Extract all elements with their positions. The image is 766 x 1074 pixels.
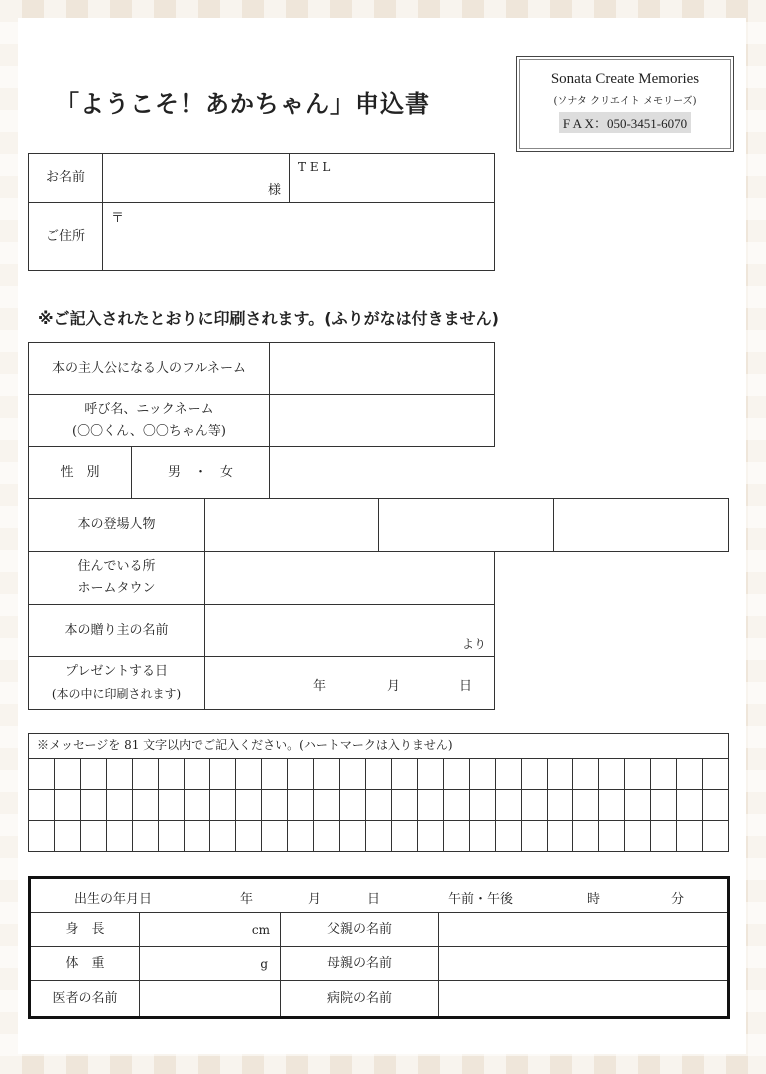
birth-month: 月 bbox=[308, 892, 322, 907]
print-notice: ※ご記入されたとおりに印刷されます。(ふりがなは付きません) bbox=[38, 309, 499, 328]
birth-date-label: 出生の年月日 bbox=[74, 892, 153, 907]
present-date-label-line1: プレゼントする日 bbox=[64, 664, 169, 679]
sama-suffix: 様 bbox=[267, 183, 281, 198]
character-field-1[interactable] bbox=[204, 498, 379, 552]
form-title: 「ようこそ！あかちゃん」申込書 bbox=[55, 90, 430, 118]
present-date-field[interactable] bbox=[204, 656, 495, 710]
brand-fax: F A X：050-3451-6070 bbox=[559, 112, 691, 133]
mother-field[interactable] bbox=[438, 946, 727, 981]
height-field[interactable] bbox=[139, 912, 281, 947]
nickname-label-line1: 呼び名、ニックネーム bbox=[84, 401, 214, 417]
weight-field[interactable] bbox=[139, 946, 281, 981]
giver-label: 本の贈り主の名前 bbox=[28, 604, 205, 657]
present-month: 月 bbox=[387, 679, 401, 694]
gender-options[interactable]: 男 ・ 女 bbox=[131, 446, 270, 499]
tel-field[interactable] bbox=[289, 153, 495, 203]
tel-label: T E L bbox=[298, 160, 331, 174]
address-field[interactable] bbox=[102, 202, 495, 271]
hometown-label-line2: ホームタウン bbox=[77, 581, 156, 596]
character-field-3[interactable] bbox=[553, 498, 729, 552]
message-label: ※メッセージを 81 文字以内でご記入ください。(ハートマークは入りません) bbox=[28, 733, 729, 759]
brand-name: Sonata Create Memories bbox=[550, 71, 700, 87]
birth-minute: 分 bbox=[671, 892, 685, 907]
character-field-2[interactable] bbox=[378, 498, 554, 552]
hometown-label-line1: 住んでいる所 bbox=[77, 559, 156, 574]
nickname-field[interactable] bbox=[269, 394, 495, 447]
brand-kana: (ソナタ クリエイト メモリーズ) bbox=[553, 96, 697, 107]
message-grid[interactable] bbox=[28, 758, 729, 852]
hometown-field[interactable] bbox=[204, 551, 495, 605]
height-label: 身 長 bbox=[31, 912, 140, 947]
nickname-label-line2: (〇〇くん、〇〇ちゃん等) bbox=[72, 423, 226, 439]
birth-date-row[interactable] bbox=[31, 879, 727, 913]
gender-label: 性 別 bbox=[28, 446, 132, 499]
name-label: お名前 bbox=[28, 153, 103, 203]
hometown-label bbox=[28, 551, 205, 605]
brand-box bbox=[516, 56, 734, 152]
present-year: 年 bbox=[313, 679, 327, 694]
hospital-label: 病院の名前 bbox=[280, 980, 439, 1016]
birth-hour: 時 bbox=[587, 892, 601, 907]
hero-name-label: 本の主人公になる人のフルネーム bbox=[28, 342, 270, 395]
birth-ampm: 午前・午後 bbox=[448, 892, 514, 907]
weight-unit: g bbox=[260, 957, 268, 971]
address-label: ご住所 bbox=[28, 202, 103, 271]
present-day: 日 bbox=[459, 679, 473, 694]
weight-label: 体 重 bbox=[31, 946, 140, 981]
characters-label: 本の登場人物 bbox=[28, 498, 205, 552]
nickname-label bbox=[28, 394, 270, 447]
name-field[interactable] bbox=[102, 153, 290, 203]
birth-year: 年 bbox=[240, 892, 254, 907]
father-label: 父親の名前 bbox=[280, 912, 439, 947]
father-field[interactable] bbox=[438, 912, 727, 947]
present-date-label bbox=[28, 656, 205, 710]
hero-name-field[interactable] bbox=[269, 342, 495, 395]
yori-suffix: より bbox=[461, 637, 486, 651]
mother-label: 母親の名前 bbox=[280, 946, 439, 981]
giver-field[interactable] bbox=[204, 604, 495, 657]
birth-day: 日 bbox=[367, 892, 381, 907]
doctor-field[interactable] bbox=[139, 980, 281, 1016]
present-date-label-line2: (本の中に印刷されます) bbox=[51, 687, 182, 701]
postal-mark: 〒 bbox=[111, 211, 125, 226]
doctor-label: 医者の名前 bbox=[31, 980, 140, 1016]
hospital-field[interactable] bbox=[438, 980, 727, 1016]
height-unit: cm bbox=[251, 923, 270, 937]
